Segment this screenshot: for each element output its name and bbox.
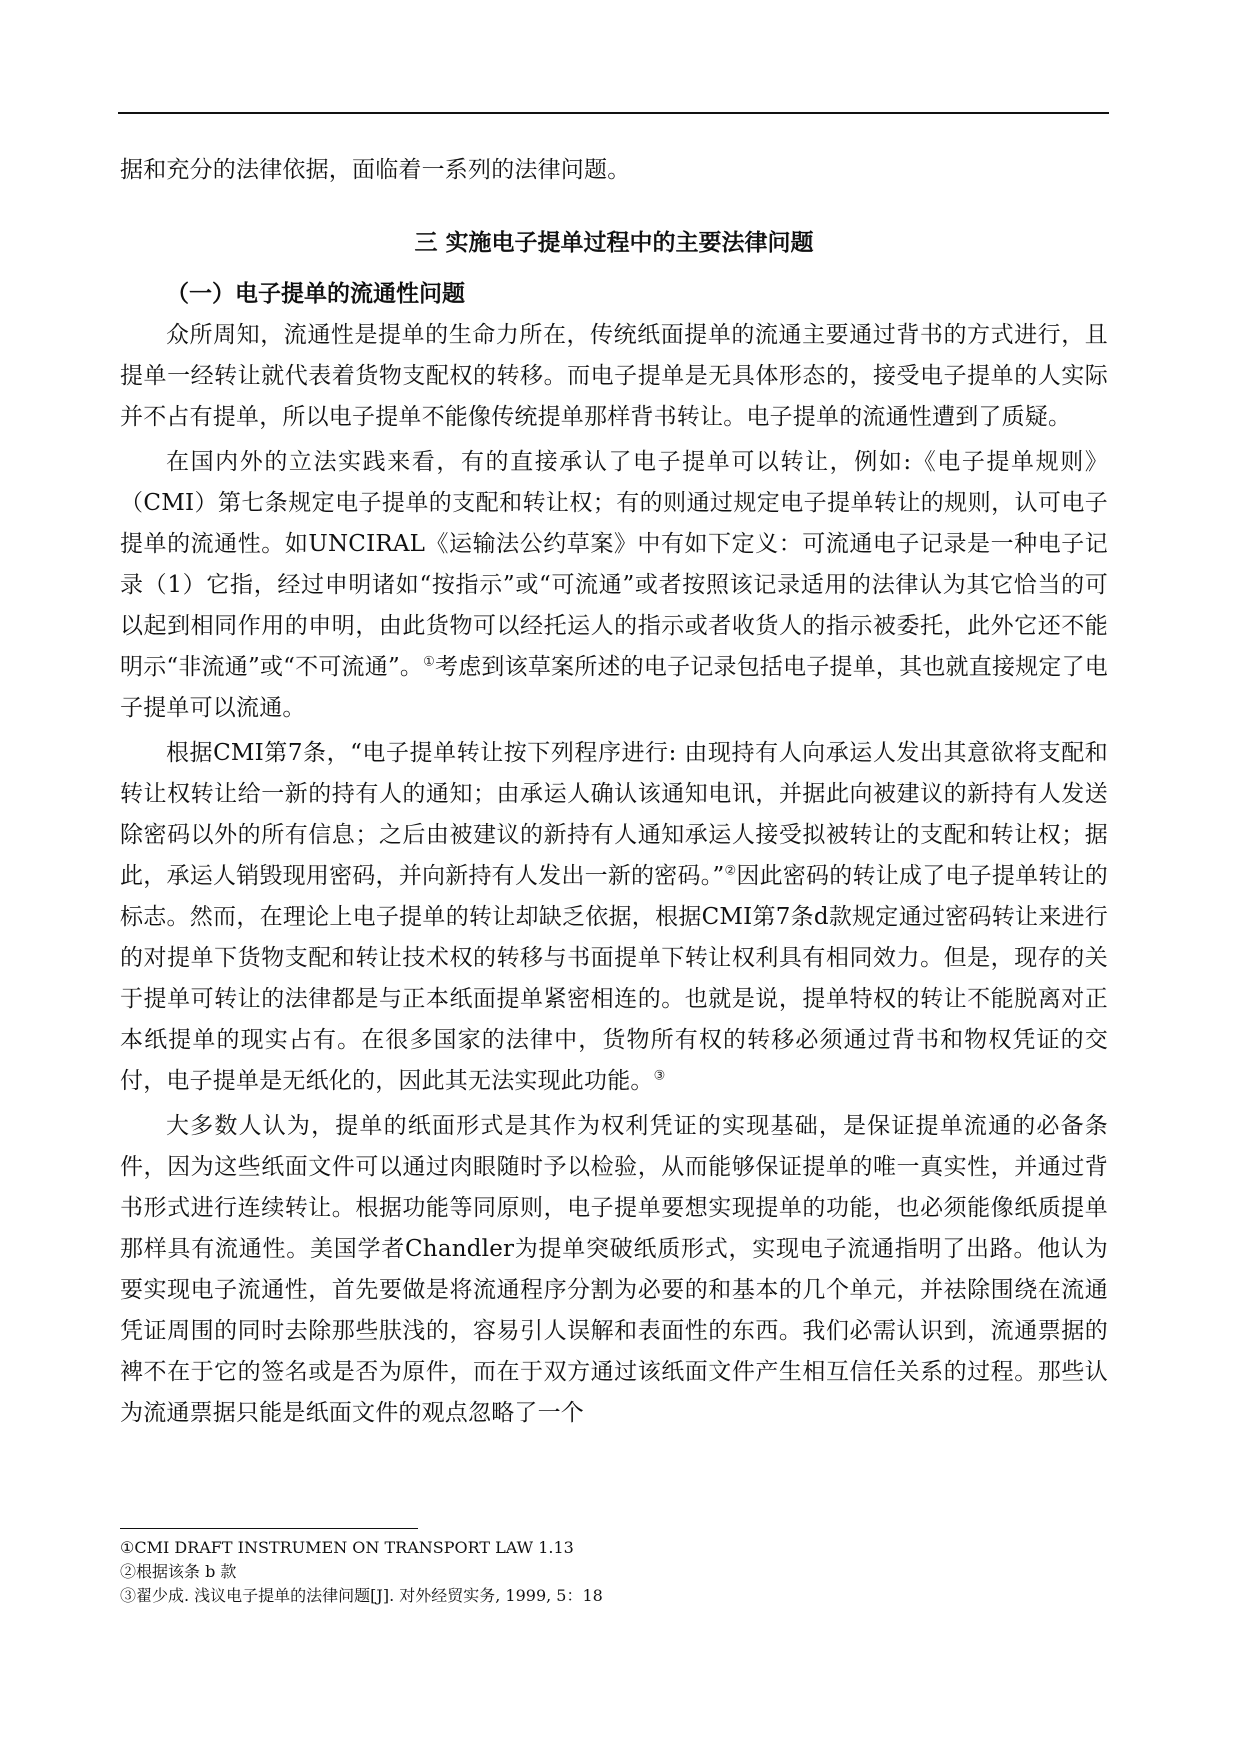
paragraph-3-text-a: 根据CMI第7条，“电子提单转让按下列程序进行: 由现持有人向承运人发出其意欲将支配和转让权转让给一新的持有人的通知；由承运人确认该通知电讯，并据此向被建议的新持有人发送除密码以外的所有信息；之后由被建议的新持有人通知承运人接受拟被转让的支配和转让权；据此，承运人销毁现用密码，并向新持有人发出一新的密码。”: [120, 740, 1108, 889]
footnote-separator: [120, 1528, 418, 1529]
body-text: [120, 150, 1108, 1434]
footnote-ref-1[interactable]: ①: [423, 654, 436, 670]
continuation-paragraph: 据和充分的法律依据，面临着一系列的法律问题。: [120, 157, 631, 183]
paragraph-2-text-b: 考虑到该草案所述的电子记录包括电子提单，其也就直接规定了电子提单可以流通。: [120, 654, 1108, 721]
footnote-1: ①CMI DRAFT INSTRUMEN ON TRANSPORT LAW 1.13: [120, 1538, 574, 1557]
paragraph-3-text-b: 因此密码的转让成了电子提单转让的标志。然而，在理论上电子提单的转让却缺乏依据，根据CMI第7条d款规定通过密码转让来进行的对提单下货物支配和转让技术权的转移与书面提单下转让权利具有相同效力。但是，现存的关于提单可转让的法律都是与正本纸面提单紧密相连的。也就是说，提单特权的转让不能脱离对正本纸提单的现实占有。在很多国家的法律中，货物所有权的转移必须通过背书和物权凭证的交付，电子提单是无纸化的，因此其无法实现此功能。: [120, 863, 1109, 1094]
paragraph-4: 大多数人认为，提单的纸面形式是其作为权利凭证的实现基础，是保证提单流通的必备条件，因为这些纸面文件可以通过肉眼随时予以检验，从而能够保证提单的唯一真实性，并通过背书形式进行连续转让。根据功能等同原则，电子提单要想实现提单的功能，也必须能像纸质提单那样具有流通性。美国学者Chandler为提单突破纸质形式，实现电子流通指明了出路。他认为要实现电子流通性，首先要做是将流通程序分割为必要的和基本的几个单元，并祛除围绕在流通凭证周围的同时去除那些肤浅的，容易引人误解和表面性的东西。我们必需认识到，流通票据的裨不在于它的签名或是否为原件，而在于双方通过该纸面文件产生相互信任关系的过程。那些认为流通票据只能是纸面文件的观点忽略了一个: [120, 1113, 1108, 1426]
section-title: 三 实施电子提单过程中的主要法律问题: [414, 230, 814, 256]
footnote-3: ③翟少成. 浅议电子提单的法律问题[J]. 对外经贸实务, 1999, 5：18: [120, 1586, 603, 1605]
paragraph-1: 众所周知，流通性是提单的生命力所在，传统纸面提单的流通主要通过背书的方式进行，且提单一经转让就代表着货物支配权的转移。而电子提单是无具体形态的，接受电子提单的人实际并不占有提单，所以电子提单不能像传统提单那样背书转让。电子提单的流通性遭到了质疑。: [120, 322, 1108, 430]
footnote-2: ②根据该条 b 款: [120, 1562, 237, 1581]
footnotes: [120, 1536, 1020, 1608]
paragraph-3: [120, 733, 1108, 1102]
footnote-ref-3[interactable]: ③: [653, 1068, 666, 1084]
paragraph-2: [120, 442, 1108, 729]
subsection-title: （一）电子提单的流通性问题: [166, 281, 465, 307]
header-rule: [118, 112, 1109, 114]
footnote-ref-2[interactable]: ②: [724, 863, 737, 879]
paragraph-2-text-a: 在国内外的立法实践来看，有的直接承认了电子提单可以转让，例如:《电子提单规则》（CMI）第七条规定电子提单的支配和转让权；有的则通过规定电子提单转让的规则，认可电子提单的流通性。如UNCIRAL《运输法公约草案》中有如下定义：可流通电子记录是一种电子记录（1）它指，经过申明诸如“按指示”或“可流通”或者按照该记录适用的法律认为其它恰当的可以起到相同作用的申明，由此货物可以经托运人的指示或者收货人的指示被委托，此外它还不能明示“非流通”或“不可流通”。: [120, 449, 1108, 680]
